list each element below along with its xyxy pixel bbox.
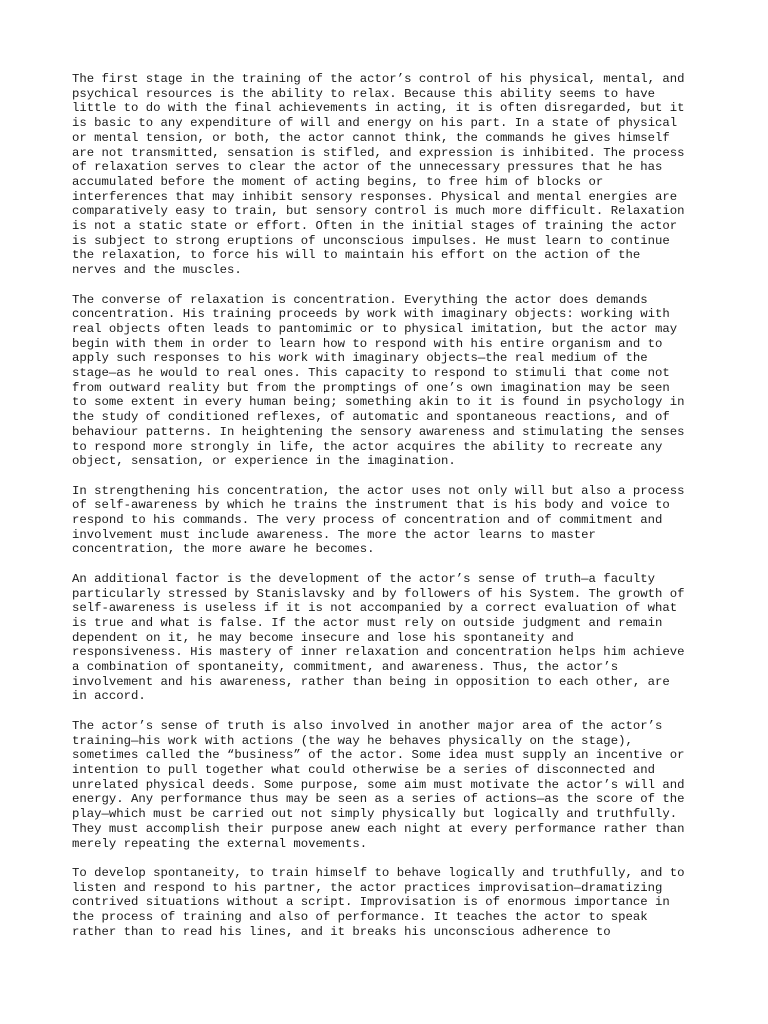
paragraph-concentration: The converse of relaxation is concentration. Everything the actor does demands concentration. His training proceeds by work with imaginary objects: working with real objects often leads to pantomimic or to physical imitation, but the actor may begin with them in order to learn how to respond with his entire organism and to apply such responses to his work with imaginary objects—the real medium of the stage—as he would to real ones. This capacity to respond to stimuli that come not from outward reality but from the promptings of one’s own imagination may be seen to some extent in every human being; something akin to it is found in psychology in the study of conditioned reflexes, of automatic and spontaneous reactions, and of behaviour patterns. In heightening the sensory awareness and stimulating the senses to respond more strongly in life, the actor acquires the ability to recreate any object, sensation, or experience in the imagination.	[72, 292, 685, 469]
document-page	[72, 72, 712, 954]
paragraph-self-awareness: In strengthening his concentration, the actor uses not only will but also a process of self-awareness by which he trains the instrument that is his body and voice to respond to his commands. The very process of concentration and of commitment and involvement must include awareness. The more the actor learns to master concentration, the more aware he becomes.	[72, 483, 685, 557]
paragraph-sense-of-truth: An additional factor is the development of the actor’s sense of truth—a faculty particularly stressed by Stanislavsky and by followers of his System. The growth of self-awareness is useless if it is not accompanied by a correct evaluation of what is true and what is false. If the actor must rely on outside judgment and remain dependent on it, he may become insecure and lose his spontaneity and responsiveness. His mastery of inner relaxation and concentration helps him achieve a combination of spontaneity, commitment, and awareness. Thus, the actor’s involvement and his awareness, rather than being in opposition to each other, are in accord.	[72, 571, 685, 704]
paragraph-actions: The actor’s sense of truth is also involved in another major area of the actor’s training—his work with actions (the way he behaves physically on the stage), sometimes called the “business” of the actor. Some idea must supply an incentive or intention to pull together what could otherwise be a series of disconnected and unrelated physical deeds. Some purpose, some aim must motivate the actor’s will and energy. Any performance thus may be seen as a series of actions—as the score of the play—which must be carried out not simply physically but logically and truthfully. They must accomplish their purpose anew each night at every performance rather than merely repeating the external movements.	[72, 718, 685, 851]
paragraph-relaxation: The first stage in the training of the actor’s control of his physical, mental, and psychical resources is the ability to relax. Because this ability seems to have little to do with the final achievements in acting, it is often disregarded, but it is basic to any expenditure of will and energy on his part. In a state of physical or mental tension, or both, the actor cannot think, the commands he gives himself are not transmitted, sensation is stifled, and expression is inhibited. The process of relaxation serves to clear the actor of the unnecessary pressures that he has accumulated before the moment of acting begins, to free him of blocks or interferences that may inhibit sensory responses. Physical and mental energies are comparatively easy to train, but sensory control is much more difficult. Relaxation is not a static state or effort. Often in the initial stages of training the actor is subject to strong eruptions of unconscious impulses. He must learn to continue the relaxation, to force his will to maintain his effort on the action of the nerves and the muscles.	[72, 72, 685, 278]
paragraph-improvisation: To develop spontaneity, to train himself to behave logically and truthfully, and to listen and respond to his partner, the actor practices improvisation—dramatizing contrived situations without a script. Improvisation is of enormous importance in the process of training and also of performance. It teaches the actor to speak rather than to read his lines, and it breaks his unconscious adherence to	[72, 865, 685, 939]
